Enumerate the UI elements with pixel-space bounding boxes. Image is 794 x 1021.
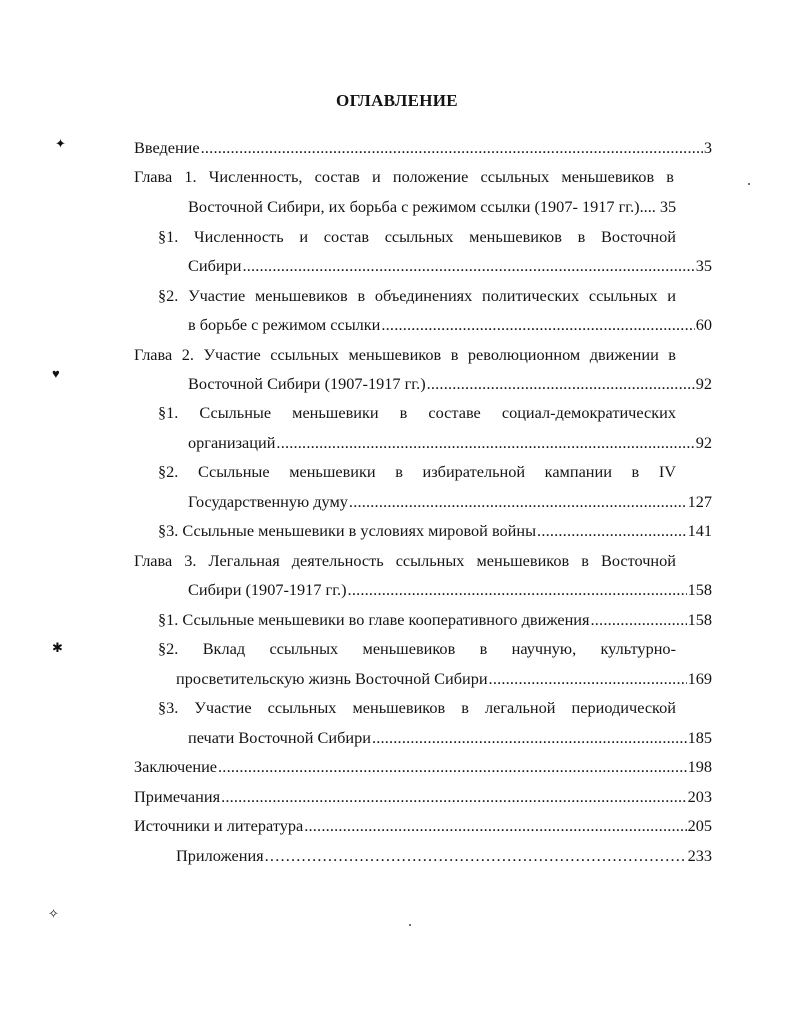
scan-mark: ✱ [52, 640, 63, 655]
dot-leader [265, 845, 687, 867]
toc-page-number: 35 [695, 256, 712, 275]
toc-entry-label: в борьбе с режимом ссылки [188, 315, 381, 334]
scan-speck [409, 924, 411, 926]
toc-ch2-section-1-line2[interactable] [188, 432, 712, 454]
toc-ch3-section-2-line1[interactable]: §2. Вклад ссыльных меньшевиков в научную, культурно- [158, 639, 676, 658]
toc-entry-label: Сибири [188, 256, 242, 275]
dot-leader [381, 314, 694, 336]
toc-entry-label: §3. Ссыльные меньшевики в условиях мировой войны [158, 521, 537, 540]
toc-page-number: 3 [703, 138, 712, 157]
toc-page-number: 92 [695, 374, 712, 393]
toc-page-number: 233 [687, 846, 712, 865]
toc-page-number: 203 [687, 787, 712, 806]
toc-entry-label: Введение [134, 138, 200, 157]
toc-ch3-section-3-line1[interactable]: §3. Участие ссыльных меньшевиков в легальной периодической [158, 698, 676, 717]
toc-page-number: 198 [687, 757, 712, 776]
toc-page-number: 185 [687, 728, 712, 747]
scan-mark: ✦ [55, 136, 66, 151]
dot-leader [201, 137, 703, 159]
toc-page-number: 127 [687, 492, 712, 511]
toc-entry-label: просветительскую жизнь Восточной Сибири [176, 669, 488, 688]
toc-entry-label: печати Восточной Сибири [188, 728, 371, 747]
toc-page-number: 35 [659, 197, 677, 216]
toc-entry-appendices[interactable] [176, 845, 712, 867]
dot-leader [221, 786, 687, 808]
toc-ch1-section-2-line2[interactable] [188, 314, 712, 336]
dot-leader [372, 727, 687, 749]
toc-ch1-section-1-line1[interactable]: §1. Численность и состав ссыльных меньшевиков в Восточной [158, 227, 676, 246]
toc-entry-label: Приложения [176, 846, 264, 865]
toc-chapter-2-line1[interactable]: Глава 2. Участие ссыльных меньшевиков в революционном движении в [134, 345, 676, 364]
toc-ch3-section-2-line2[interactable] [176, 668, 712, 690]
toc-ch2-section-3[interactable] [158, 520, 712, 542]
dot-leader [304, 815, 686, 837]
dot-leader [218, 756, 687, 778]
toc-page-number: 169 [687, 669, 712, 688]
toc-entry-conclusion[interactable] [134, 756, 712, 778]
toc-chapter-1-line2[interactable] [188, 196, 712, 218]
dot-leader [489, 668, 687, 690]
toc-entry-label: Источники и литература [134, 816, 304, 835]
toc-entry-introduction[interactable] [134, 137, 712, 159]
toc-entry-label: Восточной Сибири, их борьба с режимом ссылки (1907- 1917 гг.).... [188, 197, 656, 216]
toc-chapter-3-line2[interactable] [188, 579, 712, 601]
dot-leader [349, 491, 687, 513]
toc-entry-label: §1. Ссыльные меньшевики во главе кооперативного движения [158, 610, 590, 629]
toc-entry-label: организаций [188, 433, 276, 452]
toc-entry-label: Примечания [134, 787, 221, 806]
toc-chapter-2-line2[interactable] [188, 373, 712, 395]
scan-mark: ♥ [52, 366, 60, 381]
toc-chapter-3-line1[interactable]: Глава 3. Легальная деятельность ссыльных меньшевиков в Восточной [134, 551, 676, 570]
dot-leader [427, 373, 695, 395]
toc-ch2-section-2-line1[interactable]: §2. Ссыльные меньшевики в избирательной кампании в IV [158, 462, 676, 481]
toc-ch1-section-1-line2[interactable] [188, 255, 712, 277]
toc-ch2-section-2-line2[interactable] [188, 491, 712, 513]
toc-entry-label: Государственную думу [188, 492, 348, 511]
toc-entry-label: Восточной Сибири (1907-1917 гг.) [188, 374, 426, 393]
toc-ch3-section-3-line2[interactable] [188, 727, 712, 749]
toc-page-number: 92 [695, 433, 712, 452]
toc-entry-label: Заключение [134, 757, 218, 776]
dot-leader [348, 579, 687, 601]
toc-ch2-section-1-line1[interactable]: §1. Ссыльные меньшевики в составе социал-демократических [158, 403, 676, 422]
dot-leader [537, 520, 687, 542]
toc-page-number: 158 [687, 580, 712, 599]
toc-entry-label: Сибири (1907-1917 гг.) [188, 580, 347, 599]
toc-ch3-section-1[interactable] [158, 609, 712, 631]
toc-page-number: 205 [687, 816, 712, 835]
toc-ch1-section-2-line1[interactable]: §2. Участие меньшевиков в объединениях политических ссыльных и [158, 286, 676, 305]
dot-leader [242, 255, 694, 277]
toc-page-number: 141 [687, 521, 712, 540]
toc-page-number: 158 [687, 610, 712, 629]
toc-entry-sources[interactable] [134, 815, 712, 837]
dot-leader [591, 609, 687, 631]
scan-mark: ✧ [48, 906, 59, 921]
toc-entry-notes[interactable] [134, 786, 712, 808]
dot-leader [276, 432, 694, 454]
toc-chapter-1-line1[interactable]: Глава 1. Численность, состав и положение ссыльных меньшевиков в [134, 167, 674, 186]
toc-page-number: 60 [695, 315, 712, 334]
toc-title: ОГЛАВЛЕНИЕ [336, 91, 458, 110]
scan-speck [748, 183, 750, 185]
